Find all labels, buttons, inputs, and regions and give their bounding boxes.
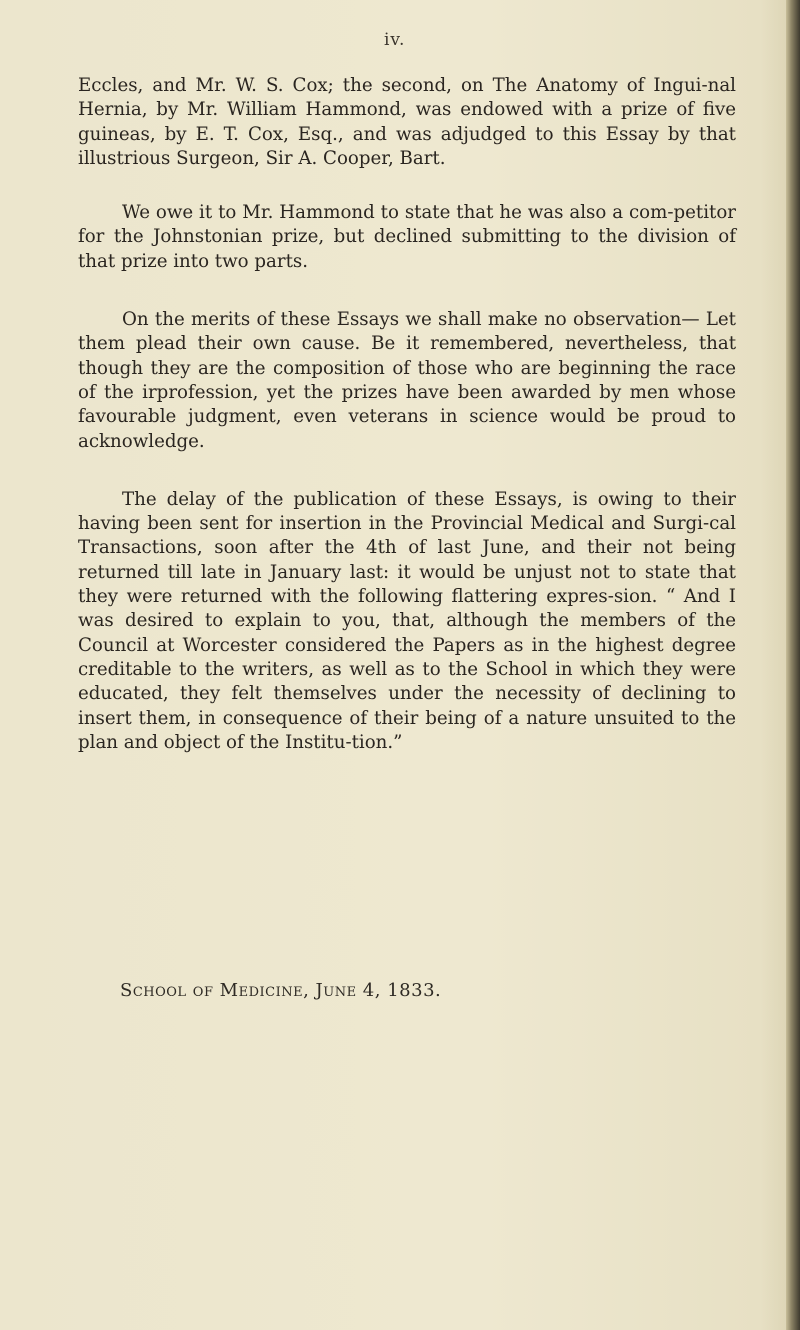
body-text (78, 74, 736, 755)
paragraph-delay: The delay of the publication of these Essays, is owing to their having been sent for insertion in the Provincial Medical and Surgi-cal Transactions, soon after the 4th of last June, and their not being returned till late in January last: it would be unjust not to state that they were returned with the following flattering expres-sion. “ And I was desired to explain to you, that, although the members of the Council at Worcester considered the Papers as in the highest degree creditable to the writers, as well as to the School in which they were educated, they felt themselves under the necessity of declining to insert them, in consequence of their being of a nature unsuited to the plan and object of the Institu-tion.” (78, 488, 736, 753)
paragraph-hammond: We owe it to Mr. Hammond to state that he was also a com-petitor for the Johnstonian prize, but declined submitting to the division of that prize into two parts. (78, 202, 736, 272)
paragraph-merits: On the merits of these Essays we shall make no observation— Let them plead their own cause. Be it remembered, nevertheless, that though they are the composition of those who are beginning the race of the irprofession, yet the prizes have been awarded by men whose favourable judgment, even veterans in science would be proud to acknowledge. (78, 309, 736, 452)
paragraph-prize-essays: Eccles, and Mr. W. S. Cox; the second, on The Anatomy of Ingui-nal Hernia, by Mr. William Hammond, was endowed with a prize of five guineas, by E. T. Cox, Esq., and was adjudged to this Essay by that illustrious Surgeon, Sir A. Cooper, Bart. (78, 75, 736, 169)
page-edge-shadow (786, 0, 800, 1330)
signature-line: School of Medicine, June 4, 1833. (120, 980, 442, 1001)
page-number: iv. (384, 30, 406, 50)
